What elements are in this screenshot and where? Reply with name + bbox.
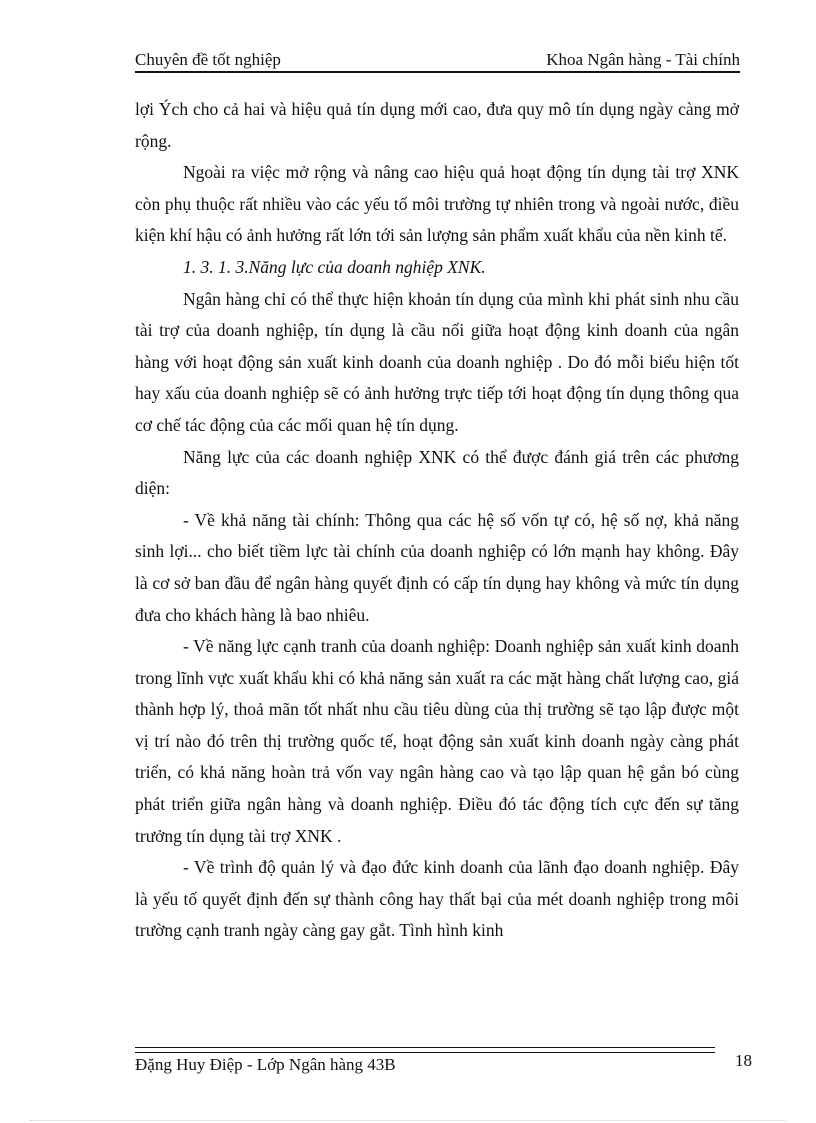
footer-author: Đặng Huy Điệp - Lớp Ngân hàng 43B <box>135 1055 396 1074</box>
paragraph: Năng lực của các doanh nghiệp XNK có thể được đánh giá trên các phương diện: <box>135 446 739 499</box>
paragraph: Ngân hàng chỉ có thể thực hiện khoản tín dụng của mình khi phát sinh nhu cầu tài trợ của doanh nghiệp, tín dụng là cầu nối giữa hoạt động kinh doanh của ngân hàng với hoạt động sản xuất kinh doanh của doanh nghiệp . Do đó mỗi biểu hiện tốt hay xấu của doanh nghiệp sẽ có ảnh hưởng trực tiếp tới hoạt động tín dụng thông qua cơ chế tác động của các mối quan hệ tín dụng. <box>135 288 739 435</box>
paragraph: - Về trình độ quản lý và đạo đức kinh doanh của lãnh đạo doanh nghiệp. Đây là yếu tố quyết định đến sự thành công hay thất bại của mét doanh nghiệp trong môi trường cạnh tranh ngày càng gay gắt. Tình hình kinh <box>135 857 739 941</box>
page-edge-divider <box>30 1120 786 1121</box>
page-number: 18 <box>735 1051 752 1070</box>
paragraph: - Về năng lực cạnh tranh của doanh nghiệp: Doanh nghiệp sản xuất kinh doanh trong lĩnh vực xuất khẩu khi có khả năng sản xuất ra các mặt hàng chất lượng cao, giá thành hợp lý, thoả mãn tốt nhất nhu cầu tiêu dùng của thị trường sẽ tạo lập được một vị trí nào đó trên thị trường quốc tế, hoạt động sản xuất kinh doanh ngày càng phát triển, có khả năng hoàn trả vốn vay ngân hàng cao và tạo lập quan hệ gắn bó cùng phát triển giữa ngân hàng và doanh nghiệp. Điều đó tác động tích cực đến sự tăng trưởng tín dụng tài trợ XNK . <box>135 636 739 846</box>
paragraph: lợi Ých cho cả hai và hiệu quả tín dụng mới cao, đưa quy mô tín dụng ngày càng mở rộng. <box>135 99 739 151</box>
paragraph: Ngoài ra việc mở rộng và nâng cao hiệu quả hoạt động tín dụng tài trợ XNK còn phụ thuộc rất nhiều vào các yếu tố môi trường tự nhiên trong và ngoài nước, điều kiện khí hậu có ảnh hưởng rất lớn tới sản lượng sản phẩm xuất khẩu của nền kinh tế. <box>135 162 739 246</box>
section-heading: 1. 3. 1. 3.Năng lực của doanh nghiệp XNK. <box>183 256 486 277</box>
paragraph: - Về khả năng tài chính: Thông qua các hệ số vốn tự có, hệ số nợ, khả năng sinh lợi... cho biết tiềm lực tài chính của doanh nghiệp có lớn mạnh hay không. Đây là cơ sở ban đầu để ngân hàng quyết định có cấp tín dụng hay không và mức tín dụng đưa cho khách hàng là bao nhiêu. <box>135 509 739 625</box>
header-department: Khoa Ngân hàng - Tài chính <box>546 50 740 69</box>
header-title: Chuyên đề tốt nghiệp <box>135 50 281 69</box>
footer-divider <box>135 1047 715 1053</box>
page-header <box>135 49 740 73</box>
body-text <box>135 94 739 947</box>
